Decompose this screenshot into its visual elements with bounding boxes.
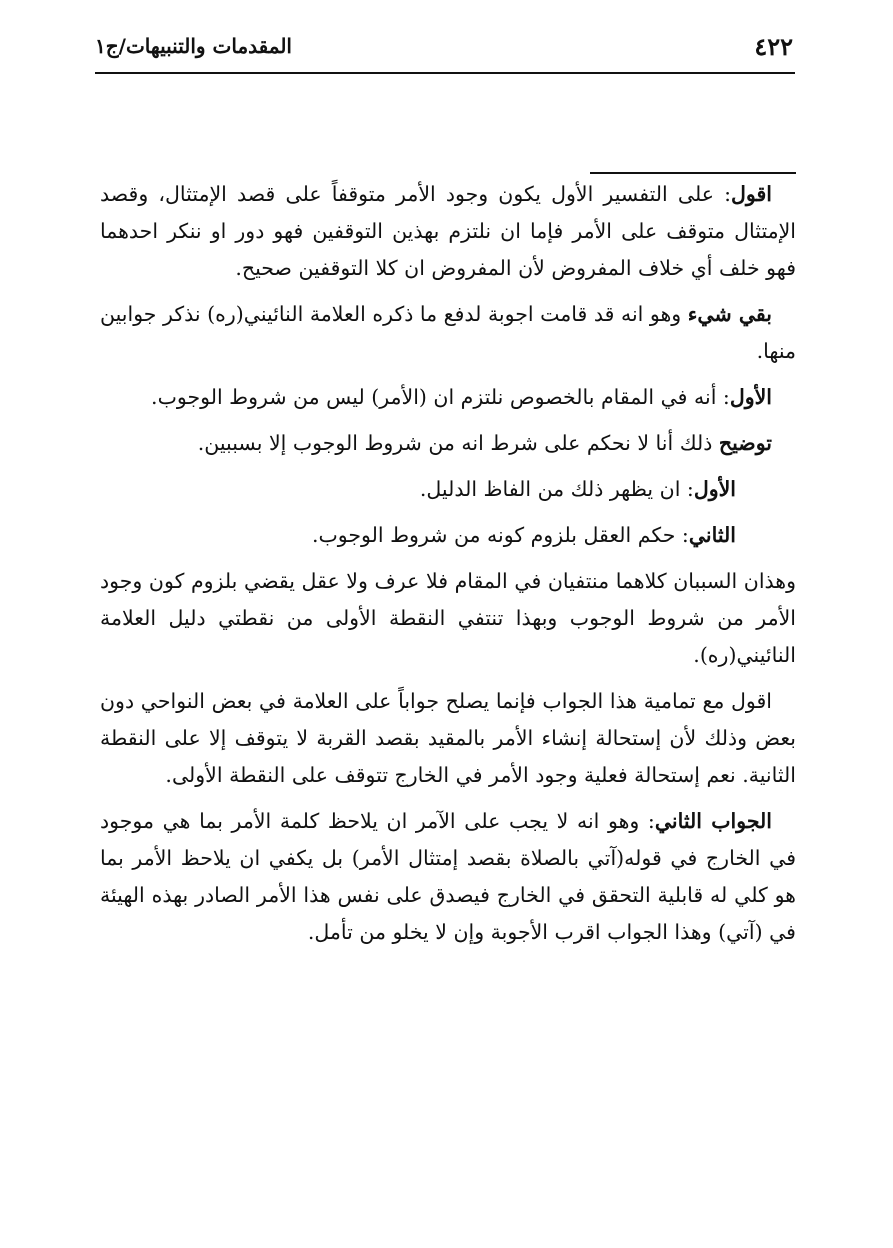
- page-number: ٤٢٢: [754, 32, 793, 61]
- paragraph-conclusion: [100, 563, 796, 674]
- paragraph-first-answer: [100, 379, 796, 416]
- paragraph-lead: الثاني: [688, 523, 736, 547]
- paragraph-reason-two: [100, 517, 796, 554]
- paragraph-second-answer: [100, 803, 796, 951]
- running-title: المقدمات والتنبيهات/ج١: [95, 34, 292, 58]
- paragraph-text: : وهو انه لا يجب على الآمر ان يلاحظ كلمة الأمر بما هي موجود في الخارج في قوله(آتي بالصلاة بقصد إمتثال الأمر) بل يكفي ان يلاحظ الأمر بما هو كلي له قابلية التحقق في الخارج فيصدق على نفس هذا الأمر الصادر بهذه الهيئة في (آتي) وهذا الجواب اقرب الأجوبة وإن لا يخلو من تأمل.: [100, 809, 796, 944]
- paragraph-lead: الأول: [729, 385, 772, 409]
- paragraph-text: : حكم العقل بلزوم كونه من شروط الوجوب.: [311, 523, 689, 547]
- page-header: [95, 28, 795, 74]
- paragraph-reason-one: [100, 471, 796, 508]
- paragraph-explanation: [100, 425, 796, 462]
- paragraph-lead: توضيح: [718, 431, 772, 455]
- paragraph-lead: بقي شيء: [687, 302, 773, 326]
- paragraph-lead: الجواب الثاني: [654, 809, 772, 833]
- paragraph-aqool: [100, 176, 796, 287]
- paragraph-text: : على التفسير الأول يكون وجود الأمر متوقفاً على قصد الإمتثال، وقصد الإمتثال متوقف على الأمر فإما ان نلتزم بهذين التوقفين فهو دور او ننكر احدهما فهو خلف أي خلاف المفروض لأن المفروض ان كلا التوقفين صحيح.: [100, 182, 796, 280]
- paragraph-text: وهذان السببان كلاهما منتفيان في المقام فلا عرف ولا عقل يقضي بلزوم كون وجود الأمر من شروط الوجوب وبهذا تنتفي النقطة الأولى من نقطتي دليل العلامة النائيني(ره).: [100, 569, 796, 667]
- paragraph-lead: اقول: [731, 182, 772, 206]
- paragraph-text: اقول مع تمامية هذا الجواب فإنما يصلح جواباً على العلامة في بعض النواحي دون بعض وذلك لأن إستحالة إنشاء الأمر بالمقيد بقصد القربة لا يتوقف إلا على النقطة الثانية. نعم إستحالة فعلية وجود الأمر في الخارج تتوقف على النقطة الأولى.: [100, 689, 796, 787]
- paragraph-text: : أنه في المقام بالخصوص نلتزم ان (الأمر) ليس من شروط الوجوب.: [151, 385, 730, 409]
- paragraph-objection: [100, 683, 796, 794]
- section-divider: [590, 172, 796, 174]
- paragraph-lead: الأول: [693, 477, 736, 501]
- paragraph-text: : ان يظهر ذلك من الفاظ الدليل.: [419, 477, 694, 501]
- paragraph-text: وهو انه قد قامت اجوبة لدفع ما ذكره العلامة النائيني(ره) نذكر جوابين منها.: [100, 302, 796, 363]
- page-body: [100, 176, 796, 960]
- paragraph-text: ذلك أنا لا نحكم على شرط انه من شروط الوجوب إلا بسببين.: [197, 431, 719, 455]
- paragraph-baqi-shay: [100, 296, 796, 370]
